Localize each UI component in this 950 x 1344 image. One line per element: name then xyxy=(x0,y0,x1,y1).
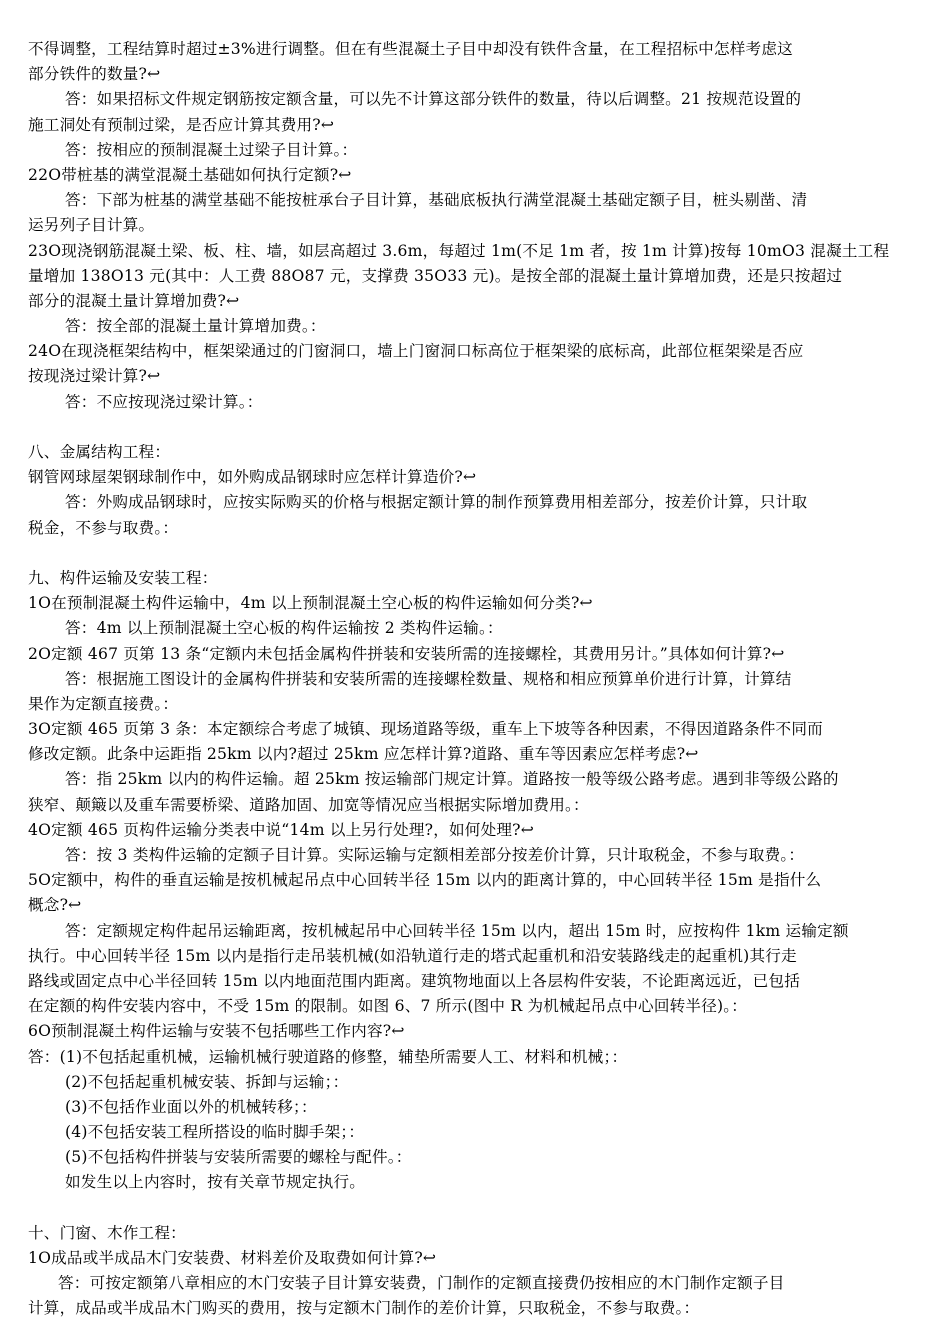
text-line: 答：按相应的预制混凝土过梁子目计算。： xyxy=(65,140,358,159)
text-line: 运另列子目计算。 xyxy=(28,216,155,235)
text-line: 概念?↩ xyxy=(28,896,82,915)
text-line: 5O定额中，构件的垂直运输是按机械起吊点中心回转半径 15m 以内的距离计算的，中心回转半径 15m 是指什么 xyxy=(28,871,822,890)
text-line: 十、门窗、木作工程： xyxy=(28,1223,186,1242)
text-line: 答：外购成品钢球时，应按实际购买的价格与根据定额计算的制作预算费用相差部分，按差价计算，只计取 xyxy=(65,493,808,512)
text-line: 路线或固定点中心半径回转 15m 以内地面范围内距离。建筑物地面以上各层构件安装，不论距离远近，已包括 xyxy=(28,971,801,990)
text-line: 八、金属结构工程： xyxy=(28,443,171,461)
text-line: 24O在现浇框架结构中，框架梁通过的门窗洞口，墙上门窗洞口标高位于框架梁的底标高，此部位框架梁是否应 xyxy=(28,342,804,361)
text-line: 4O定额 465 页构件运输分类表中说“14m 以上另行处理?，如何处理?↩ xyxy=(28,820,534,839)
text-line: 23O现浇钢筋混凝土梁、板、柱、墙，如层高超过 3.6m，每超过 1m(不足 1m 者，按 1m 计算)按每 10mO3 混凝土工程 xyxy=(28,241,890,260)
text-line: 修改定额。此条中运距指 25km 以内?超过 25km 应怎样计算?道路、重车等因素应怎样考虑?↩ xyxy=(28,745,699,764)
text-line: 答：按全部的混凝土量计算增加费。： xyxy=(65,317,326,336)
text-line: 如发生以上内容时，按有关章节规定执行。 xyxy=(65,1173,366,1192)
text-line: 钢管网球屋架钢球制作中，如外购成品钢球时应怎样计算造价?↩ xyxy=(28,468,477,487)
text-line: (4)不包括安装工程所搭设的临时脚手架；： xyxy=(65,1123,365,1142)
text-line: 1O成品或半成品木门安装费、材料差价及取费如何计算?↩ xyxy=(28,1249,437,1267)
text-line: 答：指 25km 以内的构件运输。超 25km 按运输部门规定计算。道路按一般等级公路考虑。遇到非等级公路的 xyxy=(65,770,839,789)
text-line: 量增加 138O13 元(其中：人工费 88O87 元，支撑费 35O33 元)。是按全部的混凝土量计算增加费，还是只按超过 xyxy=(28,266,843,285)
text-line: 答：下部为桩基的满堂基础不能按桩承台子目计算，基础底板执行满堂混凝土基础定额子目，桩头剔凿、清 xyxy=(65,191,808,210)
text-line: 答：根据施工图设计的金属构件拼装和安装所需的连接螺栓数量、规格和相应预算单价进行计算，计算结 xyxy=(65,669,792,688)
text-line: 答：(1)不包括起重机械，运输机械行驶道路的修整，辅垫所需要人工、材料和机械；： xyxy=(28,1047,628,1066)
text-line: 果作为定额直接费。： xyxy=(28,694,179,713)
text-line: 部分铁件的数量?↩ xyxy=(28,65,161,84)
text-line: 答：定额规定构件起吊运输距离，按机械起吊中心回转半径 15m 以内，超出 15m 时，应按构件 1km 运输定额 xyxy=(65,921,849,940)
text-line: 答：4m 以上预制混凝土空心板的构件运输按 2 类构件运输。： xyxy=(65,619,503,638)
text-line: 狭窄、颠簸以及重车需要桥梁、道路加固、加宽等情况应当根据实际增加费用。： xyxy=(28,795,589,814)
text-line: (5)不包括构件拼装与安装所需要的螺栓与配件。： xyxy=(65,1148,412,1167)
text-line: 施工洞处有预制过梁，是否应计算其费用?↩ xyxy=(28,115,335,134)
text-line: (2)不包括起重机械安装、拆卸与运输；： xyxy=(65,1072,349,1091)
text-line: 答：不应按现浇过梁计算。： xyxy=(65,392,263,411)
text-line: 答：如果招标文件规定钢筋按定额含量，可以先不计算这部分铁件的数量，待以后调整。21 按规范设置的 xyxy=(65,90,802,109)
text-line: 22O带桩基的满堂混凝土基础如何执行定额?↩ xyxy=(28,165,352,184)
text-line: 3O定额 465 页第 3 条：本定额综合考虑了城镇、现场道路等级，重车上下坡等各种因素，不得因道路条件不同而 xyxy=(28,720,823,739)
text-line: 计算，成品或半成品木门购买的费用，按与定额木门制作的差价计算，只取税金，不参与取费。： xyxy=(28,1299,700,1318)
blank-line xyxy=(28,415,938,440)
text-line: 2O定额 467 页第 13 条“定额内未包括金属构件拼装和安装所需的连接螺栓，其费用另计。”具体如何计算?↩ xyxy=(28,644,785,663)
text-line: 不得调整，工程结算时超过±3%进行调整。但在有些混凝土子目中却没有铁件含量，在工程招标中怎样考虑这 xyxy=(28,40,793,58)
text-line: (3)不包括作业面以外的机械转移；： xyxy=(65,1097,317,1116)
text-line: 答：按 3 类构件运输的定额子目计算。实际运输与定额相差部分按差价计算，只计取税金，不参与取费。： xyxy=(65,846,805,864)
text-line: 部分的混凝土量计算增加费?↩ xyxy=(28,291,240,310)
text-line: 执行。中心回转半径 15m 以内是指行走吊装机械(如沿轨道行走的塔式起重机和沿安装路线走的起重机)其行走 xyxy=(28,946,797,965)
text-line: 6O预制混凝土构件运输与安装不包括哪些工作内容?↩ xyxy=(28,1022,405,1041)
text-line: 答：可按定额第八章相应的木门安装子目计算安装费，门制作的定额直接费仍按相应的木门制作定额子目 xyxy=(58,1274,785,1293)
text-line: 税金，不参与取费。： xyxy=(28,518,179,537)
text-line: 在定额的构件安装内容中，不受 15m 的限制。如图 6、7 所示(图中 R 为机械起吊点中心回转半径)。： xyxy=(28,997,748,1016)
blank-line xyxy=(28,1196,938,1221)
blank-line xyxy=(28,541,938,566)
text-line: 按现浇过梁计算?↩ xyxy=(28,367,161,386)
text-line: 1O在预制混凝土构件运输中，4m 以上预制混凝土空心板的构件运输如何分类?↩ xyxy=(28,594,593,613)
text-line: 九、构件运输及安装工程： xyxy=(28,568,218,587)
